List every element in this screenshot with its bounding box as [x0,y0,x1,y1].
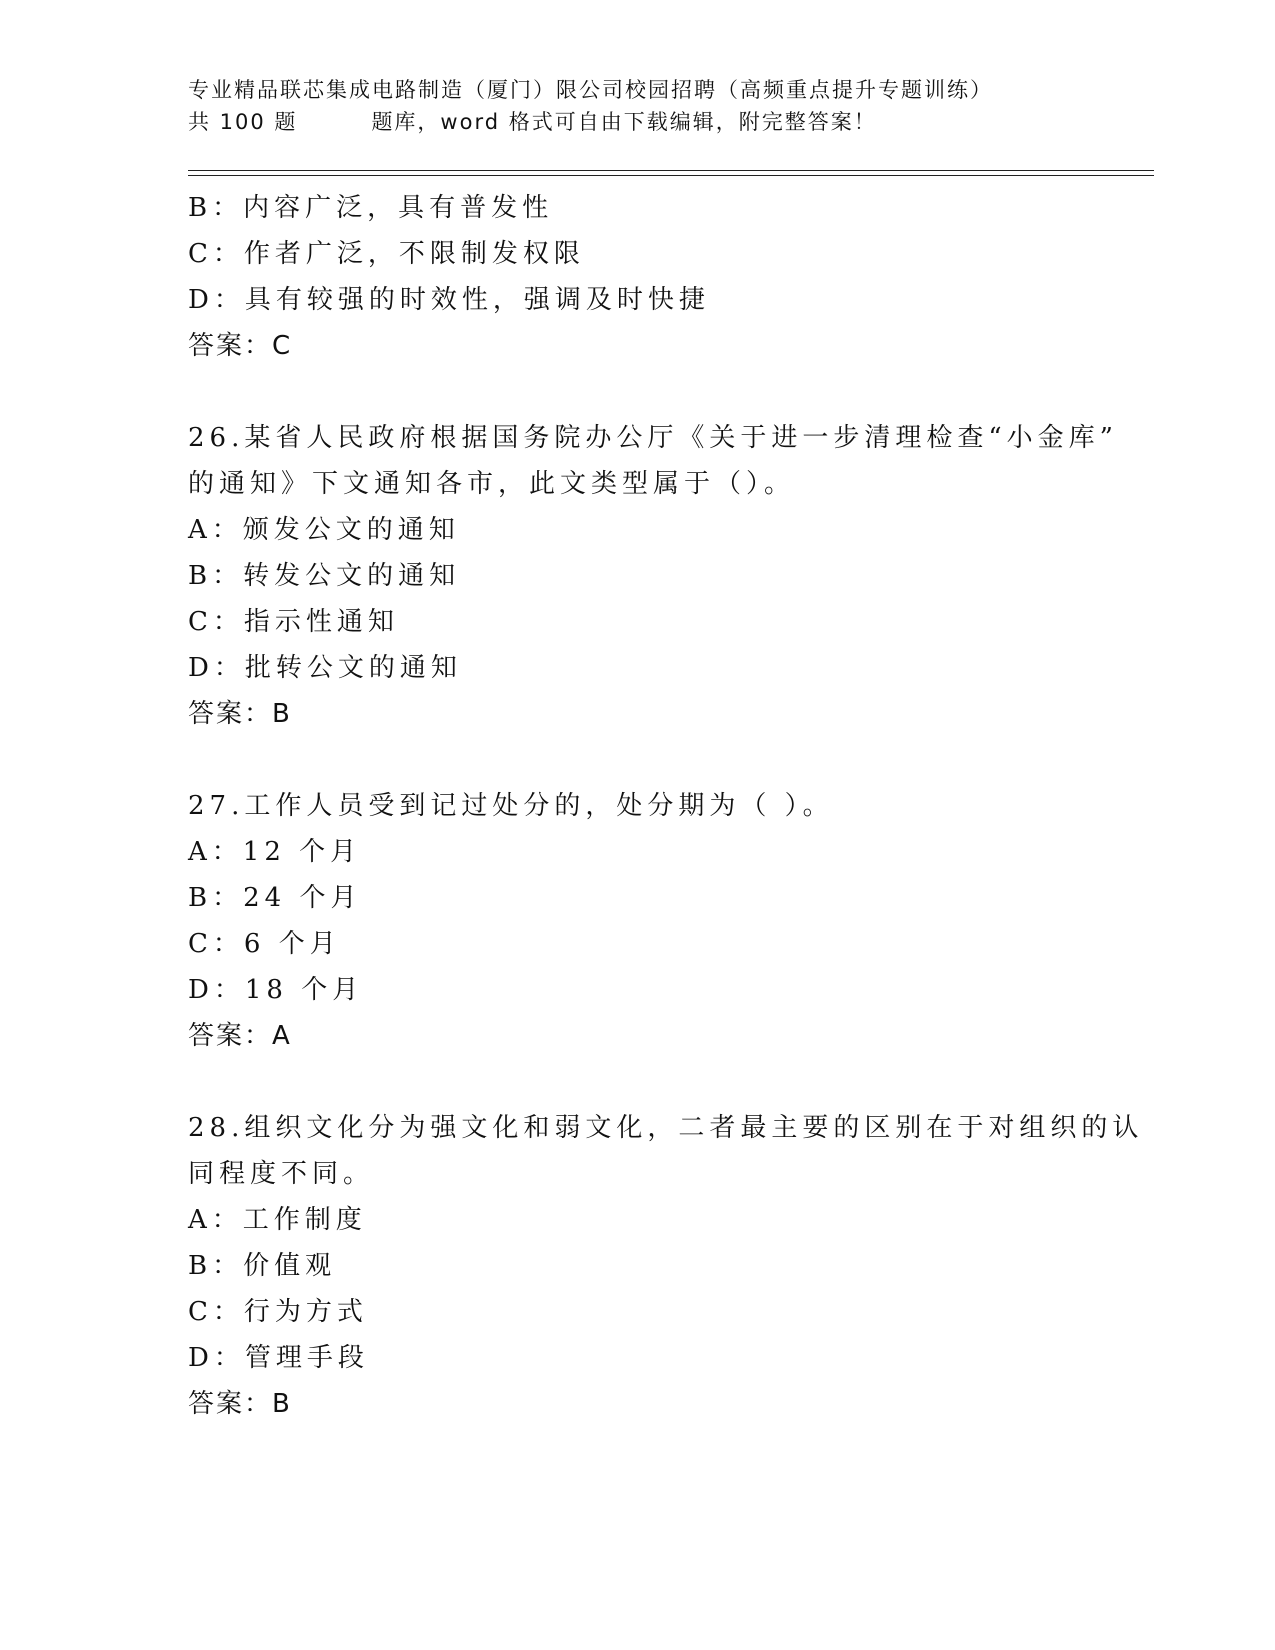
spacer [188,1059,1118,1105]
spacer [188,737,1118,783]
option-c: C：作者广泛，不限制发权限 [188,239,585,269]
answer-line: 答案：B [188,1389,292,1419]
option-d: D：批转公文的通知 [188,653,462,683]
document-header [188,74,1148,138]
header-description: 题库，word 格式可自由下载编辑，附完整答案！ [371,110,877,134]
question-stem-line: 26.某省人民政府根据国务院办公厅《关于进一步清理检查“小金库” [188,423,1118,453]
header-divider-top [188,170,1154,171]
question-stem-line: 27.工作人员受到记过处分的，处分期为（ ）。 [188,791,834,821]
question-stem-line: 28.组织文化分为强文化和弱文化，二者最主要的区别在于对组织的认 [188,1113,1144,1143]
option-c: C：指示性通知 [188,607,399,637]
option-a: A：工作制度 [188,1205,367,1235]
option-b: B：24 个月 [188,883,362,913]
question-stem-line: 的通知》下文通知各市，此文类型属于（）。 [188,469,796,499]
option-d: D：具有较强的时效性，强调及时快捷 [188,285,710,315]
answer-line: 答案：C [188,331,293,361]
question-26 [188,415,1118,737]
question-27 [188,783,1118,1059]
option-b: B：内容广泛，具有普发性 [188,193,554,223]
question-stem-line: 同程度不同。 [188,1159,375,1189]
previous-question-tail [188,185,1118,369]
question-list [188,185,1144,1427]
option-d: D：管理手段 [188,1343,369,1373]
question-count: 共 100 题 [188,110,298,134]
header-subtitle [188,106,1148,138]
option-d: D：18 个月 [188,975,364,1005]
option-b: B：转发公文的通知 [188,561,461,591]
answer-line: 答案：A [188,1021,292,1051]
question-28 [188,1105,1144,1427]
answer-line: 答案：B [188,699,292,729]
header-divider-bottom [188,175,1154,176]
option-a: A：12 个月 [188,837,362,867]
option-c: C：行为方式 [188,1297,368,1327]
option-b: B：价值观 [188,1251,337,1281]
option-c: C：6 个月 [188,929,341,959]
header-title: 专业精品联芯集成电路制造（厦门）限公司校园招聘（高频重点提升专题训练） [188,78,993,102]
spacer [188,369,1118,415]
option-a: A：颁发公文的通知 [188,515,460,545]
